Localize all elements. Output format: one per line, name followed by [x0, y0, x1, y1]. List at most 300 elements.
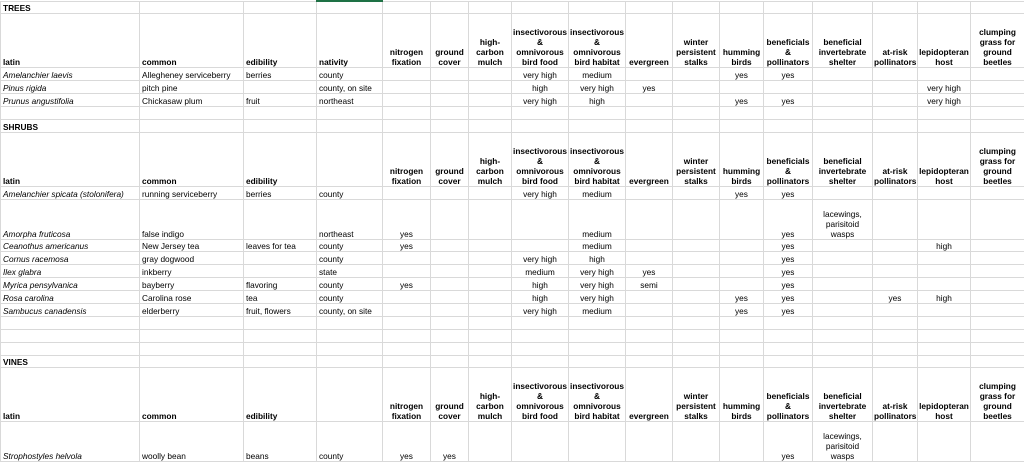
data-cell[interactable]: high: [512, 291, 569, 304]
data-cell[interactable]: very high: [918, 81, 971, 94]
empty-cell[interactable]: [626, 119, 673, 132]
data-cell[interactable]: [971, 252, 1024, 265]
data-cell[interactable]: [431, 303, 469, 316]
data-cell[interactable]: yes: [431, 422, 469, 462]
data-cell[interactable]: [469, 303, 512, 316]
data-cell[interactable]: [673, 291, 720, 304]
data-cell[interactable]: [673, 303, 720, 316]
common-name-cell[interactable]: inkberry: [140, 265, 244, 278]
data-cell[interactable]: county, on site: [317, 303, 383, 316]
empty-cell[interactable]: [317, 355, 383, 368]
data-cell[interactable]: [918, 186, 971, 199]
latin-name-cell[interactable]: Amorpha fruticosa: [1, 199, 140, 239]
empty-cell[interactable]: [140, 1, 244, 14]
data-cell[interactable]: medium: [512, 265, 569, 278]
data-cell[interactable]: county: [317, 239, 383, 252]
empty-cell[interactable]: [1, 316, 140, 329]
column-header-common[interactable]: common: [140, 132, 244, 186]
empty-cell[interactable]: [918, 342, 971, 355]
data-cell[interactable]: yes: [764, 94, 813, 107]
data-cell[interactable]: [720, 239, 764, 252]
data-cell[interactable]: [873, 278, 918, 291]
data-cell[interactable]: [431, 265, 469, 278]
data-cell[interactable]: high: [512, 278, 569, 291]
empty-cell[interactable]: [383, 329, 431, 342]
empty-cell[interactable]: [873, 107, 918, 120]
empty-cell[interactable]: [873, 119, 918, 132]
empty-cell[interactable]: [626, 355, 673, 368]
column-header-ground-cover[interactable]: ground cover: [431, 14, 469, 68]
empty-cell[interactable]: [873, 329, 918, 342]
data-cell[interactable]: very high: [569, 81, 626, 94]
column-header-clumping-grass-for-ground-beetles[interactable]: clumping grass for ground beetles: [971, 14, 1024, 68]
data-cell[interactable]: [626, 303, 673, 316]
section-title[interactable]: TREES: [1, 1, 140, 14]
empty-cell[interactable]: [140, 329, 244, 342]
section-title[interactable]: SHRUBS: [1, 119, 140, 132]
data-cell[interactable]: lacewings, parisitoid wasps: [813, 199, 873, 239]
data-cell[interactable]: [383, 186, 431, 199]
empty-cell[interactable]: [971, 107, 1024, 120]
empty-cell[interactable]: [383, 355, 431, 368]
data-cell[interactable]: [971, 291, 1024, 304]
column-header-beneficials-pollinators[interactable]: beneficials & pollinators: [764, 14, 813, 68]
column-header-nativity[interactable]: nativity: [317, 14, 383, 68]
column-header-at-risk-pollinators[interactable]: at-risk pollinators: [873, 14, 918, 68]
empty-cell[interactable]: [512, 107, 569, 120]
data-cell[interactable]: yes: [764, 186, 813, 199]
data-cell[interactable]: [469, 265, 512, 278]
column-header-insectivorous-omnivorous-bird-food[interactable]: insectivorous & omnivorous bird food: [512, 14, 569, 68]
data-cell[interactable]: [918, 422, 971, 462]
empty-cell[interactable]: [673, 329, 720, 342]
column-header-nativity[interactable]: [317, 368, 383, 422]
data-cell[interactable]: yes: [383, 422, 431, 462]
column-header-beneficials-pollinators[interactable]: beneficials & pollinators: [764, 368, 813, 422]
data-cell[interactable]: [673, 68, 720, 81]
data-cell[interactable]: yes: [720, 68, 764, 81]
empty-cell[interactable]: [813, 107, 873, 120]
empty-cell[interactable]: [244, 355, 317, 368]
column-header-humming-birds[interactable]: humming birds: [720, 14, 764, 68]
data-cell[interactable]: yes: [764, 278, 813, 291]
empty-cell[interactable]: [383, 342, 431, 355]
data-cell[interactable]: [673, 239, 720, 252]
data-cell[interactable]: yes: [764, 291, 813, 304]
data-cell[interactable]: yes: [764, 199, 813, 239]
data-cell[interactable]: [626, 291, 673, 304]
empty-cell[interactable]: [1, 107, 140, 120]
data-cell[interactable]: [469, 278, 512, 291]
empty-cell[interactable]: [383, 119, 431, 132]
empty-cell[interactable]: [918, 329, 971, 342]
empty-cell[interactable]: [431, 1, 469, 14]
data-cell[interactable]: very high: [569, 278, 626, 291]
data-cell[interactable]: very high: [512, 94, 569, 107]
column-header-common[interactable]: common: [140, 14, 244, 68]
data-cell[interactable]: [918, 278, 971, 291]
empty-cell[interactable]: [383, 1, 431, 14]
data-cell[interactable]: yes: [764, 303, 813, 316]
column-header-latin[interactable]: latin: [1, 132, 140, 186]
data-cell[interactable]: [813, 81, 873, 94]
latin-name-cell[interactable]: Amelanchier laevis: [1, 68, 140, 81]
latin-name-cell[interactable]: Rosa carolina: [1, 291, 140, 304]
data-cell[interactable]: [813, 68, 873, 81]
empty-cell[interactable]: [720, 107, 764, 120]
data-cell[interactable]: [720, 252, 764, 265]
data-cell[interactable]: [673, 278, 720, 291]
data-cell[interactable]: [813, 291, 873, 304]
data-cell[interactable]: high: [918, 291, 971, 304]
empty-cell[interactable]: [673, 342, 720, 355]
column-header-evergreen[interactable]: evergreen: [626, 14, 673, 68]
data-cell[interactable]: [512, 239, 569, 252]
common-name-cell[interactable]: elderberry: [140, 303, 244, 316]
data-cell[interactable]: high: [569, 94, 626, 107]
data-cell[interactable]: [813, 186, 873, 199]
empty-cell[interactable]: [720, 119, 764, 132]
data-cell[interactable]: [431, 186, 469, 199]
data-cell[interactable]: [431, 239, 469, 252]
data-cell[interactable]: [383, 81, 431, 94]
data-cell[interactable]: [813, 239, 873, 252]
data-cell[interactable]: [720, 422, 764, 462]
data-cell[interactable]: [873, 186, 918, 199]
latin-name-cell[interactable]: Ceanothus americanus: [1, 239, 140, 252]
empty-cell[interactable]: [512, 329, 569, 342]
empty-cell[interactable]: [569, 119, 626, 132]
data-cell[interactable]: [873, 239, 918, 252]
empty-cell[interactable]: [918, 316, 971, 329]
latin-name-cell[interactable]: Prunus angustifolia: [1, 94, 140, 107]
data-cell[interactable]: [813, 278, 873, 291]
data-cell[interactable]: [971, 303, 1024, 316]
empty-cell[interactable]: [244, 1, 317, 14]
data-cell[interactable]: [971, 68, 1024, 81]
common-name-cell[interactable]: New Jersey tea: [140, 239, 244, 252]
data-cell[interactable]: county, on site: [317, 81, 383, 94]
data-cell[interactable]: [383, 68, 431, 81]
column-header-lepidopteran-host[interactable]: lepidopteran host: [918, 132, 971, 186]
empty-cell[interactable]: [569, 355, 626, 368]
data-cell[interactable]: very high: [918, 94, 971, 107]
empty-cell[interactable]: [469, 329, 512, 342]
common-name-cell[interactable]: Carolina rose: [140, 291, 244, 304]
empty-cell[interactable]: [431, 119, 469, 132]
empty-cell[interactable]: [873, 316, 918, 329]
empty-cell[interactable]: [431, 107, 469, 120]
data-cell[interactable]: yes: [626, 265, 673, 278]
data-cell[interactable]: [431, 278, 469, 291]
data-cell[interactable]: [971, 278, 1024, 291]
empty-cell[interactable]: [469, 342, 512, 355]
empty-cell[interactable]: [512, 355, 569, 368]
column-header-high-carbon-mulch[interactable]: high-carbon mulch: [469, 368, 512, 422]
column-header-ground-cover[interactable]: ground cover: [431, 132, 469, 186]
empty-cell[interactable]: [673, 355, 720, 368]
data-cell[interactable]: [673, 422, 720, 462]
empty-cell[interactable]: [813, 1, 873, 14]
data-cell[interactable]: [626, 94, 673, 107]
empty-cell[interactable]: [971, 1, 1024, 14]
empty-cell[interactable]: [140, 355, 244, 368]
data-cell[interactable]: county: [317, 278, 383, 291]
latin-name-cell[interactable]: Strophostyles helvola: [1, 422, 140, 462]
data-cell[interactable]: [383, 252, 431, 265]
empty-cell[interactable]: [140, 119, 244, 132]
column-header-evergreen[interactable]: evergreen: [626, 368, 673, 422]
data-cell[interactable]: yes: [720, 291, 764, 304]
latin-name-cell[interactable]: Amelanchier spicata (stolonifera): [1, 186, 140, 199]
column-header-common[interactable]: common: [140, 368, 244, 422]
empty-cell[interactable]: [873, 1, 918, 14]
data-cell[interactable]: [673, 186, 720, 199]
empty-cell[interactable]: [626, 107, 673, 120]
data-cell[interactable]: [431, 94, 469, 107]
data-cell[interactable]: county: [317, 291, 383, 304]
empty-cell[interactable]: [673, 1, 720, 14]
column-header-latin[interactable]: latin: [1, 368, 140, 422]
empty-cell[interactable]: [469, 107, 512, 120]
empty-cell[interactable]: [873, 342, 918, 355]
empty-cell[interactable]: [764, 329, 813, 342]
data-cell[interactable]: medium: [569, 186, 626, 199]
empty-cell[interactable]: [140, 107, 244, 120]
empty-cell[interactable]: [673, 107, 720, 120]
data-cell[interactable]: county: [317, 252, 383, 265]
data-cell[interactable]: beans: [244, 422, 317, 462]
data-cell[interactable]: [383, 291, 431, 304]
empty-cell[interactable]: [764, 355, 813, 368]
column-header-clumping-grass-for-ground-beetles[interactable]: clumping grass for ground beetles: [971, 132, 1024, 186]
empty-cell[interactable]: [918, 355, 971, 368]
column-header-high-carbon-mulch[interactable]: high-carbon mulch: [469, 14, 512, 68]
empty-cell[interactable]: [431, 329, 469, 342]
data-cell[interactable]: [873, 252, 918, 265]
data-cell[interactable]: [720, 278, 764, 291]
empty-cell[interactable]: [720, 355, 764, 368]
common-name-cell[interactable]: gray dogwood: [140, 252, 244, 265]
column-header-edibility[interactable]: edibility: [244, 14, 317, 68]
data-cell[interactable]: [873, 422, 918, 462]
empty-cell[interactable]: [383, 316, 431, 329]
common-name-cell[interactable]: Chickasaw plum: [140, 94, 244, 107]
column-header-winter-persistent-stalks[interactable]: winter persistent stalks: [673, 132, 720, 186]
data-cell[interactable]: yes: [764, 239, 813, 252]
empty-cell[interactable]: [469, 316, 512, 329]
empty-cell[interactable]: [317, 342, 383, 355]
empty-cell[interactable]: [813, 355, 873, 368]
empty-cell[interactable]: [512, 342, 569, 355]
column-header-winter-persistent-stalks[interactable]: winter persistent stalks: [673, 368, 720, 422]
data-cell[interactable]: very high: [512, 303, 569, 316]
data-cell[interactable]: county: [317, 186, 383, 199]
data-cell[interactable]: [512, 422, 569, 462]
data-cell[interactable]: high: [569, 252, 626, 265]
empty-cell[interactable]: [971, 316, 1024, 329]
column-header-insectivorous-omnivorous-bird-habitat[interactable]: insectivorous & omnivorous bird habitat: [569, 368, 626, 422]
data-cell[interactable]: medium: [569, 239, 626, 252]
data-cell[interactable]: very high: [512, 252, 569, 265]
data-cell[interactable]: medium: [569, 68, 626, 81]
latin-name-cell[interactable]: Cornus racemosa: [1, 252, 140, 265]
data-cell[interactable]: tea: [244, 291, 317, 304]
data-cell[interactable]: [918, 252, 971, 265]
column-header-insectivorous-omnivorous-bird-food[interactable]: insectivorous & omnivorous bird food: [512, 132, 569, 186]
data-cell[interactable]: [971, 94, 1024, 107]
data-cell[interactable]: [512, 199, 569, 239]
data-cell[interactable]: [244, 265, 317, 278]
empty-cell[interactable]: [626, 329, 673, 342]
column-header-edibility[interactable]: edibility: [244, 368, 317, 422]
empty-cell[interactable]: [431, 342, 469, 355]
empty-cell[interactable]: [317, 119, 383, 132]
empty-cell[interactable]: [383, 107, 431, 120]
common-name-cell[interactable]: false indigo: [140, 199, 244, 239]
data-cell[interactable]: [431, 199, 469, 239]
data-cell[interactable]: [626, 68, 673, 81]
data-cell[interactable]: [469, 422, 512, 462]
empty-cell[interactable]: [918, 119, 971, 132]
latin-name-cell[interactable]: Ilex glabra: [1, 265, 140, 278]
data-cell[interactable]: [626, 422, 673, 462]
common-name-cell[interactable]: bayberry: [140, 278, 244, 291]
data-cell[interactable]: [673, 265, 720, 278]
empty-cell[interactable]: [569, 107, 626, 120]
column-header-at-risk-pollinators[interactable]: at-risk pollinators: [873, 132, 918, 186]
data-cell[interactable]: [918, 199, 971, 239]
empty-cell[interactable]: [244, 107, 317, 120]
data-cell[interactable]: [469, 186, 512, 199]
common-name-cell[interactable]: woolly bean: [140, 422, 244, 462]
data-cell[interactable]: yes: [626, 81, 673, 94]
empty-cell[interactable]: [764, 316, 813, 329]
data-cell[interactable]: very high: [512, 186, 569, 199]
data-cell[interactable]: yes: [873, 291, 918, 304]
data-cell[interactable]: [469, 81, 512, 94]
column-header-winter-persistent-stalks[interactable]: winter persistent stalks: [673, 14, 720, 68]
data-cell[interactable]: yes: [764, 252, 813, 265]
data-cell[interactable]: county: [317, 68, 383, 81]
latin-name-cell[interactable]: Pinus rigida: [1, 81, 140, 94]
data-cell[interactable]: [244, 81, 317, 94]
column-header-beneficial-invertebrate-shelter[interactable]: beneficial invertebrate shelter: [813, 14, 873, 68]
data-cell[interactable]: [626, 199, 673, 239]
empty-cell[interactable]: [244, 119, 317, 132]
section-title[interactable]: VINES: [1, 355, 140, 368]
column-header-high-carbon-mulch[interactable]: high-carbon mulch: [469, 132, 512, 186]
empty-cell[interactable]: [140, 316, 244, 329]
empty-cell[interactable]: [569, 342, 626, 355]
empty-cell[interactable]: [512, 316, 569, 329]
data-cell[interactable]: [244, 199, 317, 239]
empty-cell[interactable]: [720, 316, 764, 329]
empty-cell[interactable]: [626, 342, 673, 355]
data-cell[interactable]: medium: [569, 303, 626, 316]
data-cell[interactable]: [569, 422, 626, 462]
data-cell[interactable]: [720, 199, 764, 239]
data-cell[interactable]: [673, 252, 720, 265]
empty-cell[interactable]: [673, 119, 720, 132]
data-cell[interactable]: very high: [569, 291, 626, 304]
data-cell[interactable]: yes: [720, 94, 764, 107]
data-cell[interactable]: [383, 265, 431, 278]
empty-cell[interactable]: [512, 119, 569, 132]
column-header-edibility[interactable]: edibility: [244, 132, 317, 186]
data-cell[interactable]: [469, 94, 512, 107]
empty-cell[interactable]: [469, 1, 512, 14]
data-cell[interactable]: [918, 68, 971, 81]
data-cell[interactable]: fruit, flowers: [244, 303, 317, 316]
column-header-nitrogen-fixation[interactable]: nitrogen fixation: [383, 14, 431, 68]
column-header-insectivorous-omnivorous-bird-habitat[interactable]: insectivorous & omnivorous bird habitat: [569, 132, 626, 186]
empty-cell[interactable]: [918, 1, 971, 14]
data-cell[interactable]: [873, 68, 918, 81]
data-cell[interactable]: [813, 252, 873, 265]
data-cell[interactable]: leaves for tea: [244, 239, 317, 252]
data-cell[interactable]: yes: [383, 278, 431, 291]
data-cell[interactable]: berries: [244, 186, 317, 199]
data-cell[interactable]: [626, 239, 673, 252]
data-cell[interactable]: [813, 265, 873, 278]
common-name-cell[interactable]: pitch pine: [140, 81, 244, 94]
data-cell[interactable]: fruit: [244, 94, 317, 107]
data-cell[interactable]: [971, 81, 1024, 94]
empty-cell[interactable]: [317, 107, 383, 120]
column-header-humming-birds[interactable]: humming birds: [720, 132, 764, 186]
empty-cell[interactable]: [971, 329, 1024, 342]
empty-cell[interactable]: [469, 119, 512, 132]
data-cell[interactable]: [971, 239, 1024, 252]
data-cell[interactable]: very high: [569, 265, 626, 278]
data-cell[interactable]: [673, 81, 720, 94]
data-cell[interactable]: [431, 252, 469, 265]
data-cell[interactable]: yes: [720, 303, 764, 316]
data-cell[interactable]: semi: [626, 278, 673, 291]
data-cell[interactable]: [971, 422, 1024, 462]
data-cell[interactable]: very high: [512, 68, 569, 81]
empty-cell[interactable]: [569, 1, 626, 14]
empty-cell[interactable]: [244, 329, 317, 342]
empty-cell[interactable]: [1, 342, 140, 355]
data-cell[interactable]: [873, 199, 918, 239]
column-header-beneficial-invertebrate-shelter[interactable]: beneficial invertebrate shelter: [813, 368, 873, 422]
empty-cell[interactable]: [673, 316, 720, 329]
empty-cell[interactable]: [873, 355, 918, 368]
column-header-latin[interactable]: latin: [1, 14, 140, 68]
data-cell[interactable]: northeast: [317, 94, 383, 107]
column-header-insectivorous-omnivorous-bird-habitat[interactable]: insectivorous & omnivorous bird habitat: [569, 14, 626, 68]
data-cell[interactable]: [673, 94, 720, 107]
empty-cell[interactable]: [431, 355, 469, 368]
column-header-lepidopteran-host[interactable]: lepidopteran host: [918, 14, 971, 68]
data-cell[interactable]: [673, 199, 720, 239]
empty-cell[interactable]: [720, 1, 764, 14]
column-header-nitrogen-fixation[interactable]: nitrogen fixation: [383, 132, 431, 186]
data-cell[interactable]: yes: [383, 239, 431, 252]
data-cell[interactable]: [873, 265, 918, 278]
data-cell[interactable]: berries: [244, 68, 317, 81]
data-cell[interactable]: [383, 303, 431, 316]
empty-cell[interactable]: [317, 316, 383, 329]
common-name-cell[interactable]: Allegheney serviceberry: [140, 68, 244, 81]
data-cell[interactable]: [813, 94, 873, 107]
empty-cell[interactable]: [317, 1, 383, 14]
latin-name-cell[interactable]: Myrica pensylvanica: [1, 278, 140, 291]
data-cell[interactable]: [764, 81, 813, 94]
empty-cell[interactable]: [720, 329, 764, 342]
